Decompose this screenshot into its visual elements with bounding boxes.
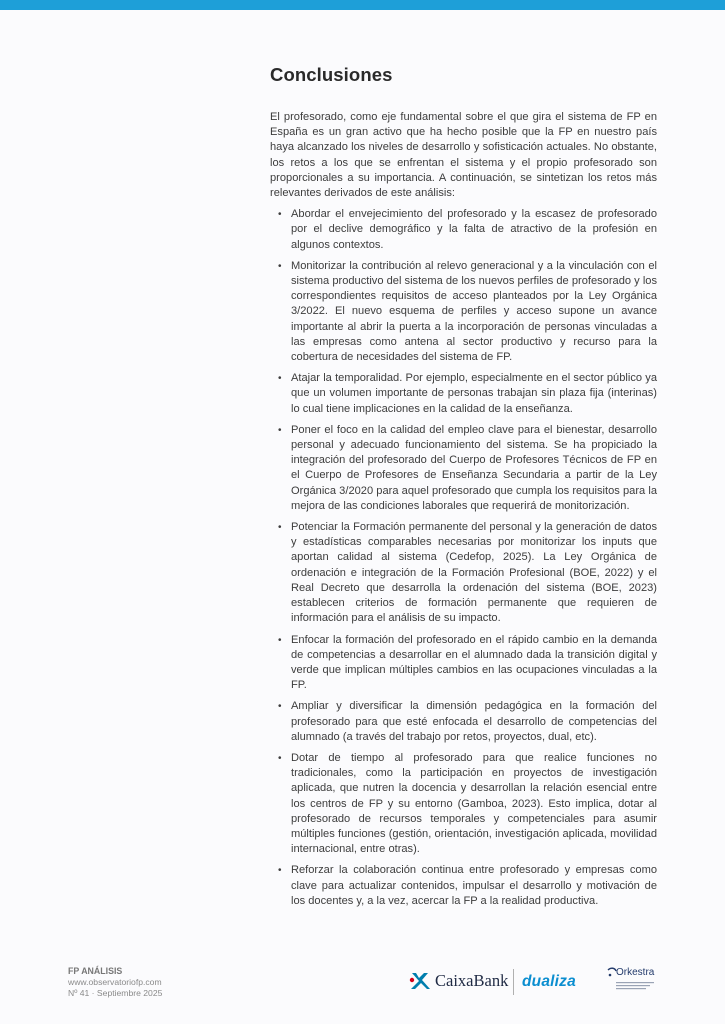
bullet-icon: • [278, 260, 282, 272]
list-item [270, 699, 657, 745]
list-item [270, 423, 657, 514]
intro-paragraph: El profesorado, como eje fundamental sobre el que gira el sistema de FP en España es un gran activo que ha hecho posible que la FP en nuestro país haya alcanzado los niveles de desarrollo y sofisticación actuales. No obstante, los retos a los que se enfrentan el sistema y el propio profesorado son proporcionales a su importancia. A continuación, se sintetizan los retos más relevantes derivados de este análisis: [270, 111, 657, 200]
top-accent-bar [0, 0, 725, 10]
caixabank-wordmark: CaixaBank [435, 971, 509, 990]
list-item [270, 633, 657, 694]
bullet-icon: • [278, 865, 282, 877]
footer-publication-info [68, 966, 162, 999]
website-link[interactable]: www.observatoriofp.com [68, 977, 162, 987]
bullet-icon: • [278, 752, 282, 764]
list-item-text: Potenciar la Formación permanente del personal y la generación de datos y estadísticas comparables necesarias por monitorizar los inputs que aportan calidad al sistema (Cedefop, 2025). La Ley Orgánica de ordenación e integración de la Formación Profesional (BOE, 2022) y el Real Decreto que desarrolla la ordenación del sistema (BOE, 2023) establecen criterios de formación permanente que requieren de información para el análisis de su impacto. [291, 521, 657, 625]
list-item-text: Enfocar la formación del profesorado en el rápido cambio en la demanda de competencias a desarrollar en el alumnado dada la transición digital y verde que implican múltiples cambios en las ocupaciones vinculadas a la FP. [291, 633, 657, 692]
orkestra-subtitle-lines [616, 980, 656, 994]
list-item-text: Abordar el envejecimiento del profesorado y la escasez de profesorado por el declive demográfico y la falta de atractivo de la profesión en algunos contextos. [291, 208, 657, 251]
logo-divider [513, 969, 514, 995]
list-item-text: Dotar de tiempo al profesorado para que realice funciones no tradicionales, como la participación en proyectos de investigación aplicada, que nutren la docencia y desarrollan la relación esencial entre los centros de FP y su entorno (Gamboa, 2023). Esto implica, dotar al profesorado de recursos temporales y competenciales para asumir múltiples funciones (gestión, orientación, investigación aplicada, movilidad internacional, entre otras). [291, 751, 657, 856]
page-title: Conclusiones [270, 64, 393, 85]
orkestra-wordmark: Orkestra [616, 967, 655, 978]
list-item [270, 371, 657, 417]
main-content [270, 64, 657, 909]
list-item [270, 207, 657, 253]
list-item [270, 520, 657, 626]
bullet-icon: • [278, 373, 282, 385]
list-item [270, 863, 657, 909]
bullet-icon: • [278, 424, 282, 436]
bullet-icon: • [278, 209, 282, 221]
conclusions-list [270, 207, 657, 909]
bullet-icon: • [278, 701, 282, 713]
list-item-text: Poner el foco en la calidad del empleo clave para el bienestar, desarrollo personal y adecuado funcionamiento del sistema. Se ha propiciado la integración del profesorado del Cuerpo de Profesores Técnicos de FP en el Cuerpo de Profesores de Enseñanza Secundaria a partir de la Ley Orgánica 3/2020 para aquel profesorado que cumpla los requisitos para la mejora de las condiciones laborales que requerirá de monitorización. [291, 423, 657, 512]
caixabank-star-icon [408, 971, 430, 991]
dualiza-logo: dualiza [522, 973, 576, 990]
list-item [270, 751, 657, 857]
bullet-icon: • [278, 522, 282, 534]
sponsor-logos [408, 967, 660, 997]
list-item [270, 259, 657, 365]
list-item-text: Ampliar y diversificar la dimensión pedagógica en la formación del profesorado para que esté enfocada el desarrollo de competencias del alumnado (a través del trabajo por retos, proyectos, dual, etc). [291, 700, 657, 743]
publication-name: FP ANÁLISIS [68, 966, 123, 976]
list-item-text: Reforzar la colaboración continua entre profesorado y empresas como clave para actualizar contenidos, impulsar el desarrollo y motivación de los docentes y, a la vez, acercar la FP a la realidad productiva. [291, 864, 657, 907]
bullet-icon: • [278, 634, 282, 646]
list-item-text: Monitorizar la contribución al relevo generacional y a la vinculación con el sistema productivo del sistema de los nuevos perfiles de profesorado y los correspondientes requisitos de acceso planteados por la Ley Orgánica 3/2022. El nuevo esquema de perfiles y acceso supone un avance importante al abrir la puerta a la incorporación de personas vinculadas a las empresas como antena al sector productivo y recurso para la cobertura de necesidades del sistema de FP. [291, 259, 657, 364]
list-item-text: Atajar la temporalidad. Por ejemplo, especialmente en el sector público ya que un volumen importante de personas trabajan sin plaza fija (interinas) lo cual tiene implicaciones en la calidad de la enseñanza. [291, 372, 657, 415]
caixabank-logo [408, 971, 508, 991]
issue-info: Nº 41 · Septiembre 2025 [68, 988, 163, 998]
